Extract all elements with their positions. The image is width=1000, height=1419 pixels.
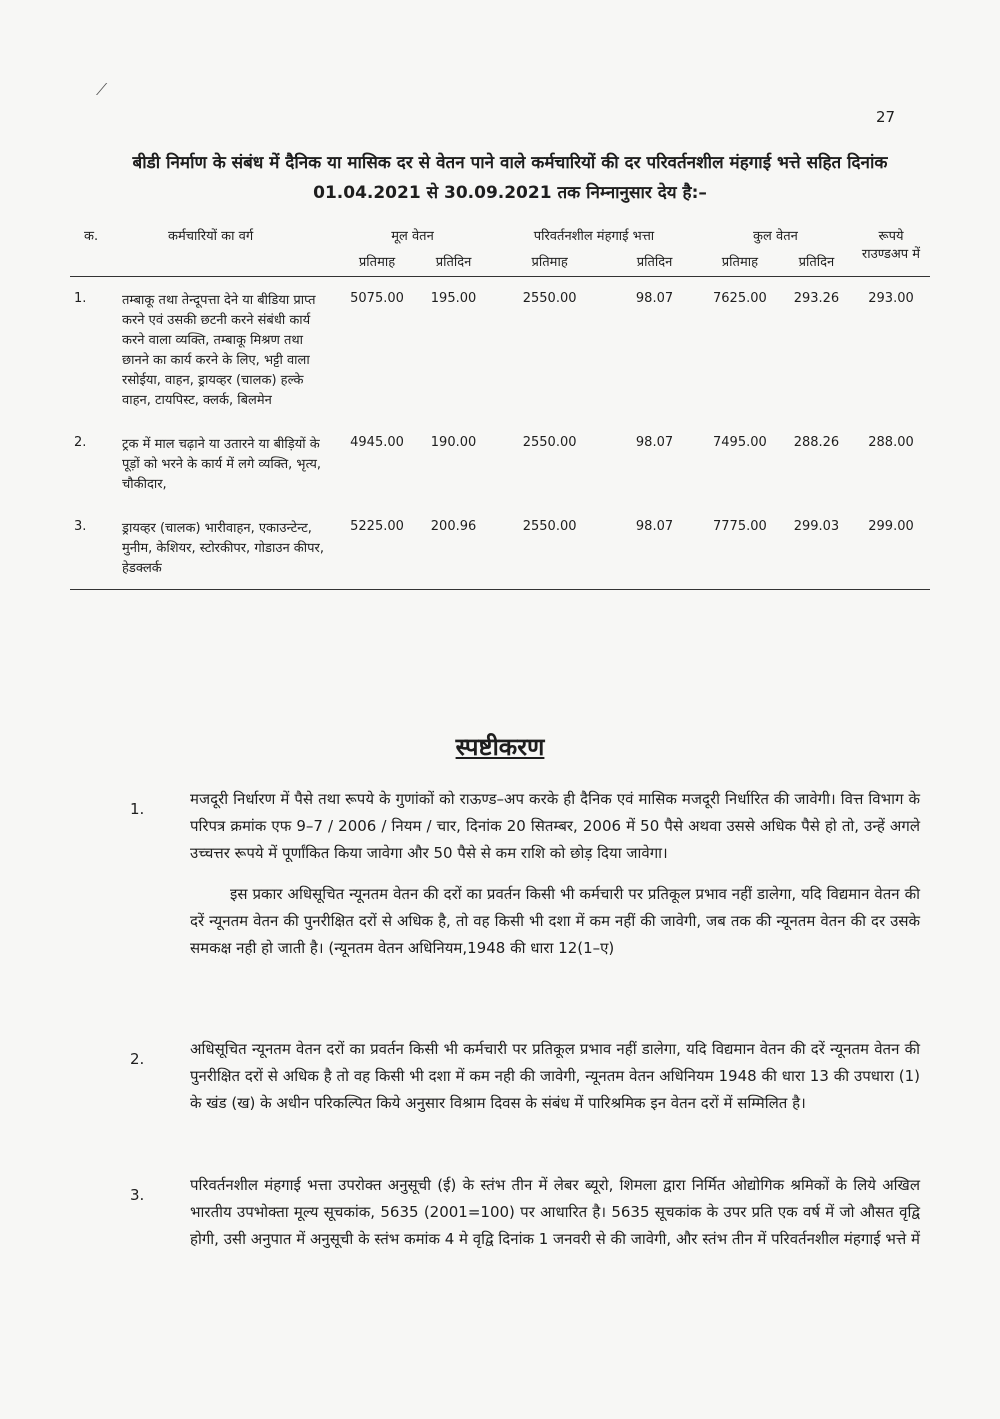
table-row bbox=[70, 277, 930, 422]
row-total-month: 7495.00 bbox=[713, 435, 767, 450]
row-total-day: 299.03 bbox=[781, 505, 852, 590]
row-sno: 1. bbox=[74, 291, 87, 306]
row-vda-day: 98.07 bbox=[610, 505, 699, 590]
table-row bbox=[70, 505, 930, 590]
row-basic-day: 200.96 bbox=[418, 505, 489, 590]
row-rounded: 299.00 bbox=[852, 505, 930, 590]
row-rounded: 293.00 bbox=[868, 291, 914, 306]
header-basic-day: प्रतिदिन bbox=[418, 248, 489, 277]
header-total-month: प्रतिमाह bbox=[699, 248, 781, 277]
header-basic: मूल वेतन bbox=[391, 229, 434, 244]
header-total-day: प्रतिदिन bbox=[781, 248, 852, 277]
clarification-item bbox=[130, 1036, 920, 1131]
clarification-paragraph: मजदूरी निर्धारण में पैसे तथा रूपये के गुणांकों को राऊण्ड–अप करके ही दैनिक एवं मासिक मजदूरी निर्धारित की जावेगी। वित्त विभाग के परिपत्र क्रमांक एफ 9–7 / 2006 / नियम / चार, दिनांक 20 सितम्बर, 2006 में 50 पैसे अथवा उससे अधिक पैसे हो तो, उन्हें अगले उच्चत्तर रूपये में पूर्णांकित किया जावेगा और 50 पैसे से कम राशि को छोड़ दिया जावेगा। bbox=[190, 790, 920, 862]
header-total: कुल वेतन bbox=[753, 229, 798, 244]
clarification-number: 1. bbox=[130, 800, 145, 818]
header-basic-month: प्रतिमाह bbox=[336, 248, 418, 277]
row-basic-month: 5225.00 bbox=[336, 505, 418, 590]
row-basic-month: 4945.00 bbox=[350, 435, 404, 450]
row-category: ट्रक में माल चढ़ाने या उतारने या बीड़ियों के पूड़ों को भरने के कार्य में लगे व्यक्ति, भृत्य, चौकीदार, bbox=[122, 437, 322, 492]
clarification-paragraph: इस प्रकार अधिसूचित न्यूनतम वेतन की दरों का प्रवर्तन किसी भी कर्मचारी पर प्रतिकूल प्रभाव नहीं डालेगा, यदि विद्यमान वेतन की दरें न्यूनतम वेतन की पुनरीक्षित दरों से अधिक है, तो वह किसी भी दशा में कम नहीं की जावेगी, जब तक की न्यूनतम वेतन की दर उसके समकक्ष नही हो जाती है। (न्यूनतम वेतन अधिनियम,1948 की धारा 12(1–ए) bbox=[190, 885, 920, 957]
wage-table bbox=[70, 222, 930, 590]
clarification-paragraph: परिवर्तनशील मंहगाई भत्ता उपरोक्त अनुसूची (ई) के स्तंभ तीन में लेबर ब्यूरो, शिमला द्वारा निर्मित ओद्योगिक श्रमिकों के लिये अखिल भारतीय उपभोक्ता मूल्य सूचकांक, 5635 (2001=100) पर आधारित है। 5635 सूचकांक के उपर प्रति एक वर्ष में जो औसत वृद्वि होगी, उसी अनुपात में अनुसूची के स्तंभ कमांक 4 मे वृद्वि दिनांक 1 जनवरी से की जावेगी, और स्तंभ तीन में परिवर्तनशील मंहगाई भत्ते में bbox=[190, 1176, 920, 1248]
header-vda-month: प्रतिमाह bbox=[489, 248, 610, 277]
header-sno: क. bbox=[70, 222, 118, 277]
row-basic-day: 195.00 bbox=[430, 291, 477, 306]
row-category: तम्बाकू तथा तेन्दूपत्ता देने या बीडिया प्राप्त करने एवं उसकी छटनी करने संबंधी कार्य करने वाला व्यक्ति, तम्बाकू मिश्रण तथा छानने का कार्य करने के लिए, भट्टी वाला रसोईया, वाहन, ड्रायव्हर (चालक) हल्के वाहन, टायपिस्ट, क्लर्क, बिलमेन bbox=[122, 293, 316, 408]
header-vda: परिवर्तनशील मंहगाई भत्ता bbox=[533, 229, 655, 244]
row-total-day: 293.26 bbox=[793, 291, 840, 306]
clarification-heading: स्पष्टीकरण bbox=[455, 733, 545, 761]
row-total-month: 7625.00 bbox=[713, 291, 767, 306]
row-vda-month: 2550.00 bbox=[522, 435, 577, 450]
table-row bbox=[70, 421, 930, 505]
row-rounded: 288.00 bbox=[868, 435, 914, 450]
clarification-item bbox=[130, 1172, 920, 1267]
row-vda-day: 98.07 bbox=[635, 291, 674, 306]
clarification-number: 3. bbox=[130, 1186, 145, 1204]
row-category: ड्रायव्हर (चालक) भारीवाहन, एकाउन्टेन्ट, मुनीम, केशियर, स्टोरकीपर, गोडाउन कीपर, हेडक्लर्क bbox=[118, 505, 336, 590]
clarification-paragraph: अधिसूचित न्यूनतम वेतन दरों का प्रवर्तन किसी भी कर्मचारी पर प्रतिकूल प्रभाव नहीं डालेगा, यदि विद्यमान वेतन की दरें न्यूनतम वेतन की पुनरीक्षित दरों से अधिक है तो वह किसी भी दशा में कम नही की जावेगी, न्यूनतम वेतन अधिनियम 1948 की धारा 13 की उपधारा (1) के खंड (ख) के अधीन परिकल्पित किये अनुसार विश्राम दिवस के संबंध में पारिश्रमिक इन वेतन दरों में सम्मिलित है। bbox=[190, 1040, 920, 1112]
document-title: बीडी निर्माण के संबंध में दैनिक या मासिक दर से वेतन पाने वाले कर्मचारियों की दर परिवर्तनशील मंहगाई भत्ते सहित दिनांक 01.04.2021 से 30.09.2021 तक निम्नानुसार देय है:– bbox=[132, 153, 888, 203]
clarification-item bbox=[130, 786, 920, 976]
clarification-number: 2. bbox=[130, 1050, 145, 1068]
row-sno: 2. bbox=[74, 435, 87, 450]
page-number: 27 bbox=[876, 108, 896, 126]
row-vda-month: 2550.00 bbox=[489, 505, 610, 590]
header-category: कर्मचारियों का वर्ग bbox=[118, 222, 336, 277]
row-total-month: 7775.00 bbox=[699, 505, 781, 590]
row-sno: 3. bbox=[70, 505, 118, 590]
row-vda-month: 2550.00 bbox=[522, 291, 577, 306]
header-rounded: रूपये राउण्डअप में bbox=[852, 222, 930, 277]
header-vda-day: प्रतिदिन bbox=[610, 248, 699, 277]
row-basic-month: 5075.00 bbox=[350, 291, 404, 306]
row-basic-day: 190.00 bbox=[430, 435, 477, 450]
row-vda-day: 98.07 bbox=[635, 435, 674, 450]
row-total-day: 288.26 bbox=[793, 435, 840, 450]
scan-mark-icon: ⟋ bbox=[96, 80, 108, 99]
